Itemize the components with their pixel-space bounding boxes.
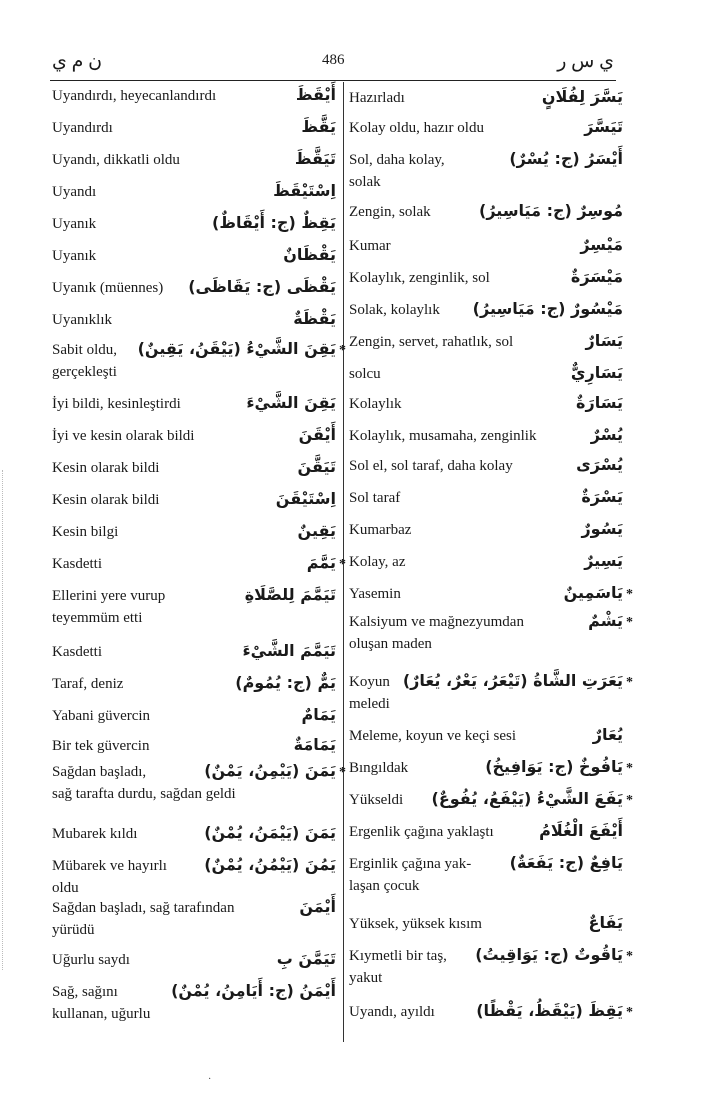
dictionary-entry: [52, 521, 336, 546]
entry-translation: Uğurlu saydı: [52, 952, 130, 968]
entry-translation: meledi: [349, 696, 390, 712]
dictionary-entry: [349, 853, 623, 898]
entry-translation: Kolaylık, musamaha, zenginlik: [349, 428, 537, 444]
root-star-marker: *: [626, 675, 633, 690]
entry-translation: İyi ve kesin olarak bildi: [52, 428, 195, 444]
entry-arabic-headword: يَسَّرَ لِفُلَانٍ: [541, 87, 623, 106]
entry-translation: Zengin, servet, rahatlık, sol: [349, 334, 514, 350]
dictionary-entry: [349, 117, 623, 142]
entry-arabic-headword: يُسْرٌ: [590, 425, 623, 444]
root-star-marker: *: [626, 949, 633, 964]
entry-translation: Hazırladı: [349, 90, 405, 106]
entry-translation: Uyandırdı, heyecanlandırdı: [52, 88, 217, 104]
entry-translation: Uyanıklık: [52, 312, 112, 328]
dictionary-entry: [52, 245, 336, 270]
entry-arabic-headword: يَسَارَةٌ: [576, 393, 623, 412]
entry-translation: oluşan maden: [349, 636, 432, 652]
dictionary-entry: [349, 455, 623, 480]
dictionary-entry: [349, 913, 623, 938]
root-star-marker: *: [339, 343, 346, 358]
root-star-marker: *: [626, 1005, 633, 1020]
entry-arabic-headword: تَيَمَّمَ لِلصَّلَاةِ: [244, 585, 336, 604]
dictionary-entry: [349, 299, 623, 324]
dictionary-entry: [349, 331, 623, 356]
entry-arabic-headword: يَمَّمَ: [306, 553, 336, 572]
entry-translation: Mubarek kıldı: [52, 826, 138, 842]
header-rule: [50, 80, 616, 81]
dictionary-entry: [52, 393, 336, 418]
dictionary-entry: [349, 201, 623, 226]
entry-translation: Kumarbaz: [349, 522, 412, 538]
entry-arabic-headword: يَعَرَتِ الشَّاةُ (تَيْعَرُ، يَعْرٌ، يُعَارٌ): [402, 671, 623, 690]
dictionary-entry: [349, 363, 623, 388]
dictionary-entry: [52, 761, 346, 806]
entry-arabic-headword: اِسْتَيْقَنَ: [275, 489, 336, 508]
entry-arabic-headword: يَسُورٌ: [581, 519, 623, 538]
entry-arabic-headword: أَيْقَنَ: [298, 425, 336, 444]
entry-translation: yakut: [349, 970, 383, 986]
dictionary-entry: [52, 181, 336, 206]
entry-translation: Sabit oldu,: [52, 342, 118, 358]
entry-arabic-headword: تَيَقَّنَ: [297, 457, 336, 476]
entry-arabic-headword: يَقْظَى (ج: يَقَاظَى): [188, 277, 336, 296]
entry-arabic-headword: يَسَارِيٌّ: [570, 363, 623, 382]
entry-translation: Yabani güvercin: [52, 708, 151, 724]
page-number: 486: [322, 52, 345, 68]
entry-translation: Kolaylık, zenginlik, sol: [349, 270, 490, 286]
entry-translation: yürüdü: [52, 922, 95, 938]
entry-arabic-headword: مَيْسِرٌ: [580, 235, 623, 254]
entry-translation: sağ tarafta durdu, sağdan geldi: [52, 786, 236, 802]
dictionary-entry: [52, 823, 336, 848]
dictionary-entry: [52, 85, 336, 110]
scan-speck: ·: [208, 1074, 212, 1085]
entry-translation: kullanan, uğurlu: [52, 1006, 151, 1022]
dictionary-entry: [349, 583, 633, 608]
entry-arabic-headword: يَافُوخٌ (ج: يَوَافِيخُ): [485, 757, 623, 776]
entry-arabic-headword: يَقِنَ الشَّيْءَ: [246, 393, 336, 412]
dictionary-entry: [349, 611, 633, 656]
entry-translation: Kesin olarak bildi: [52, 460, 160, 476]
dictionary-entry: [52, 641, 336, 666]
entry-translation: Bıngıldak: [349, 760, 409, 776]
entry-translation: oldu: [52, 880, 79, 896]
dictionary-entry: [349, 789, 633, 814]
dictionary-entry: [52, 949, 336, 974]
entry-translation: Koyun: [349, 674, 390, 690]
dictionary-entry: [349, 945, 633, 990]
dictionary-entry: [52, 489, 336, 514]
entry-translation: Sağ, sağını: [52, 984, 118, 1000]
entry-arabic-headword: يَسِيرٌ: [584, 551, 623, 570]
dictionary-entry: [349, 671, 633, 716]
entry-arabic-headword: يَقِظَ (يَيْقَظُ، يَقْظًا): [476, 1001, 623, 1020]
entry-arabic-headword: أَيْمَنُ (ج: أَيَامِنُ، يُمْنٌ): [171, 981, 336, 1000]
dictionary-entry: [52, 277, 336, 302]
entry-arabic-headword: يَسْرَةٌ: [581, 487, 623, 506]
dictionary-entry: [52, 981, 336, 1026]
dictionary-entry: [52, 213, 336, 238]
dictionary-entry: [52, 553, 346, 578]
dictionary-entry: [52, 897, 336, 942]
entry-arabic-headword: يَشْمٌ: [588, 611, 623, 630]
dictionary-entry: [52, 457, 336, 482]
dictionary-entry: [349, 757, 633, 782]
entry-translation: Uyanık: [52, 216, 97, 232]
dictionary-entry: [349, 821, 623, 846]
entry-translation: Kolay, az: [349, 554, 406, 570]
entry-arabic-headword: تَيَقَّظَ: [294, 149, 336, 168]
entry-arabic-headword: مُوسِرٌ (ج: مَيَاسِيرُ): [479, 201, 623, 220]
entry-arabic-headword: أَيْسَرُ (ج: يُسْرٌ): [509, 149, 623, 168]
dictionary-entry: [52, 309, 336, 334]
entry-arabic-headword: يَافِعٌ (ج: يَفَعَةٌ): [509, 853, 623, 872]
entry-translation: Kesin bilgi: [52, 524, 119, 540]
entry-translation: solcu: [349, 366, 381, 382]
entry-arabic-headword: تَيَسَّرَ: [584, 117, 623, 136]
dictionary-entry: [52, 855, 336, 900]
entry-arabic-headword: يُعَارٌ: [592, 725, 623, 744]
dictionary-entry: [52, 705, 336, 730]
entry-arabic-headword: يَقْظَةٌ: [293, 309, 336, 328]
dictionary-entry: [52, 149, 336, 174]
entry-translation: Sağdan başladı, sağ tarafından: [52, 900, 235, 916]
dictionary-entry: [349, 725, 623, 750]
entry-translation: Kasdetti: [52, 556, 102, 572]
dictionary-entry: [52, 117, 336, 142]
entry-translation: Kasdetti: [52, 644, 102, 660]
root-star-marker: *: [626, 793, 633, 808]
entry-arabic-headword: مَيْسُورٌ (ج: مَيَاسِيرُ): [472, 299, 623, 318]
entry-translation: Erginlik çağına yak-: [349, 856, 472, 872]
dictionary-entry: [52, 425, 336, 450]
header-left-letters: ن م ي: [52, 51, 103, 72]
entry-translation: Uyanık: [52, 248, 97, 264]
entry-arabic-headword: اِسْتَيْقَظَ: [273, 181, 336, 200]
entry-arabic-headword: يَقِظٌ (ج: أَيْقَاظٌ): [212, 213, 336, 232]
dictionary-entry: [349, 487, 623, 512]
entry-arabic-headword: يَقِنَ الشَّيْءُ (يَيْقَنُ، يَقِينٌ): [137, 339, 336, 358]
entry-translation: Uyandı, ayıldı: [349, 1004, 435, 1020]
dictionary-entry: [349, 267, 623, 292]
entry-translation: Kumar: [349, 238, 391, 254]
entry-translation: Ellerini yere vurup: [52, 588, 166, 604]
dictionary-entry: [349, 1001, 633, 1026]
entry-translation: laşan çocuk: [349, 878, 420, 894]
root-star-marker: *: [339, 557, 346, 572]
entry-translation: Sağdan başladı,: [52, 764, 147, 780]
entry-translation: Yüksek, yüksek kısım: [349, 916, 482, 932]
entry-translation: Uyandırdı: [52, 120, 113, 136]
entry-translation: Yükseldi: [349, 792, 404, 808]
entry-translation: teyemmüm etti: [52, 610, 143, 626]
entry-arabic-headword: يَاسَمِينٌ: [563, 583, 623, 602]
entry-arabic-headword: يَقْظَانٌ: [283, 245, 336, 264]
scan-edge: [2, 470, 9, 970]
dictionary-entry: [52, 735, 336, 760]
entry-translation: Taraf, deniz: [52, 676, 124, 692]
entry-arabic-headword: يَفَاعٌ: [588, 913, 623, 932]
entry-translation: Kıymetli bir taş,: [349, 948, 447, 964]
entry-translation: Uyandı, dikkatli oldu: [52, 152, 180, 168]
entry-translation: Mübarek ve hayırlı: [52, 858, 167, 874]
entry-arabic-headword: أَيْقَظَ: [295, 85, 336, 104]
entry-translation: Kolaylık: [349, 396, 402, 412]
entry-translation: Yasemin: [349, 586, 401, 602]
entry-translation: Bir tek güvercin: [52, 738, 150, 754]
entry-translation: İyi bildi, kesinleştirdi: [52, 396, 181, 412]
root-star-marker: *: [339, 765, 346, 780]
entry-translation: Uyandı: [52, 184, 97, 200]
entry-arabic-headword: أَيْفَعَ الْغُلَامُ: [539, 821, 623, 840]
entry-arabic-headword: يَمَنَ (يَيْمَنُ، يُمْنٌ): [204, 823, 336, 842]
entry-arabic-headword: مَيْسَرَةٌ: [570, 267, 623, 286]
dictionary-entry: [349, 425, 623, 450]
entry-arabic-headword: يَمَنَ (يَيْمِنُ، يَمْنٌ): [204, 761, 336, 780]
entry-translation: Kesin olarak bildi: [52, 492, 160, 508]
root-star-marker: *: [626, 615, 633, 630]
root-star-marker: *: [626, 761, 633, 776]
entry-translation: Sol taraf: [349, 490, 401, 506]
dictionary-entry: [349, 551, 623, 576]
entry-arabic-headword: يُسْرَى: [576, 455, 623, 474]
entry-arabic-headword: يَفَعَ الشَّيْءُ (يَيْفَعُ، يُفُوعٌ): [431, 789, 623, 808]
dictionary-entry: [349, 149, 623, 194]
dictionary-entry: [349, 87, 623, 112]
entry-arabic-headword: يَقِينٌ: [297, 521, 336, 540]
entry-arabic-headword: يَمَامَةٌ: [293, 735, 336, 754]
entry-arabic-headword: تَيَمَّنَ بِ: [276, 949, 336, 968]
entry-translation: Sol, daha kolay,: [349, 152, 445, 168]
entry-arabic-headword: يَاقُوتٌ (ج: يَوَاقِيتُ): [475, 945, 623, 964]
entry-arabic-headword: تَيَمَّمَ الشَّيْءَ: [242, 641, 336, 660]
dictionary-entry: [52, 673, 336, 698]
entry-translation: Kolay oldu, hazır oldu: [349, 120, 484, 136]
entry-arabic-headword: يَسَارٌ: [585, 331, 623, 350]
entry-translation: Meleme, koyun ve keçi sesi: [349, 728, 517, 744]
entry-translation: Uyanık (müennes): [52, 280, 164, 296]
entry-translation: gerçekleşti: [52, 364, 117, 380]
root-star-marker: *: [626, 587, 633, 602]
entry-arabic-headword: يَقَّظَ: [301, 117, 336, 136]
entry-translation: Solak, kolaylık: [349, 302, 440, 318]
entry-arabic-headword: يَمَامٌ: [301, 705, 336, 724]
entry-translation: solak: [349, 174, 381, 190]
header-right-letters: ي س ر: [557, 51, 614, 72]
entry-arabic-headword: أَيْمَنَ: [299, 897, 336, 916]
entry-translation: Ergenlik çağına yaklaştı: [349, 824, 494, 840]
entry-arabic-headword: يَمٌّ (ج: يُمُومٌ): [235, 673, 336, 692]
dictionary-entry: [349, 235, 623, 260]
entry-translation: Kalsiyum ve mağnezyumdan: [349, 614, 524, 630]
entry-translation: Sol el, sol taraf, daha kolay: [349, 458, 513, 474]
dictionary-entry: [349, 393, 623, 418]
dictionary-entry: [52, 339, 346, 384]
dictionary-entry: [349, 519, 623, 544]
entry-arabic-headword: يَمُنَ (يَيْمُنُ، يُمْنٌ): [204, 855, 336, 874]
dictionary-entry: [52, 585, 336, 630]
entry-translation: Zengin, solak: [349, 204, 431, 220]
